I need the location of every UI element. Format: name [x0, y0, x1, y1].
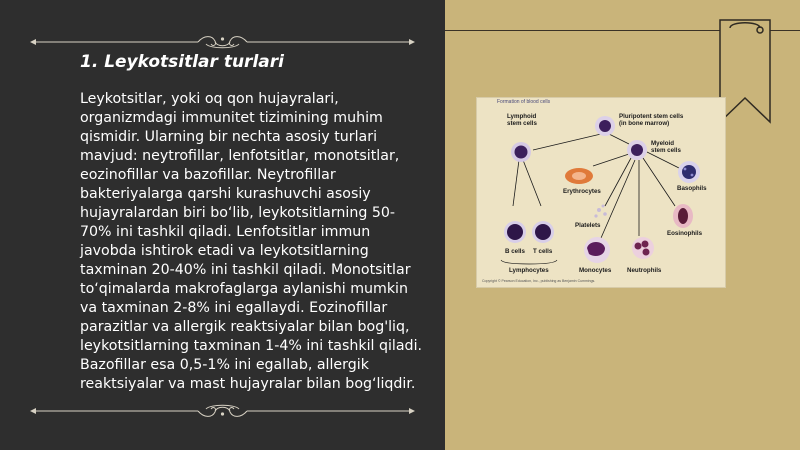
label-lymphoid-stem-cells: Lymphoid stem cells — [507, 113, 537, 127]
label-monocytes: Monocytes — [579, 267, 612, 274]
arrow-to-b-cells — [513, 160, 519, 206]
platelet-cells — [594, 205, 606, 218]
slide-title: 1. Leykotsitlar turlari — [80, 52, 284, 72]
label-lymphocytes: Lymphocytes — [509, 267, 549, 274]
label-erythrocytes: Erythrocytes — [563, 188, 601, 195]
arrow-to-monocytes — [601, 160, 635, 238]
label-platelets: Platelets — [575, 222, 601, 229]
arrow-to-lymphoid — [533, 134, 601, 150]
figure-header: Formation of blood cells — [497, 99, 551, 105]
top-ornament-divider — [30, 33, 415, 51]
lymphocytes-brace — [501, 260, 557, 264]
arrow-to-myeloid — [609, 134, 629, 144]
figure-copyright: Copyright © Pearson Education, Inc., publishing as Benjamin Cummings. — [482, 279, 596, 283]
arrow-to-t-cells — [523, 160, 541, 206]
slide-body-text: Leykotsitlar, yoki oq qon hujayralari, organizmdagi immunitet tizimining muhim qismidir. Ularning bir nechta asosiy turlari mavjud: neytrofillar, lenfotsitlar, monotsitlar, eozinofillar va bazofillar. Neytrofillar bakteriyalarga qarshi kurashuvchi asosiy hujayralardan biri bo‘lib, leykotsitlarning 50-70% ini tashkil qiladi. Lenfotsitlar immun javobda ishtirok etadi va leykotsitlarning taxminan 20-40% ini tashkil qiladi. Monotsitlar to‘qimalarda makrofaglarga aylanishi mumkin va taxminan 2-8% ini egallaydi. Eozinofillar parazitlar va allergik reaktsiyalar bilan bog'liq, leykotsitlarning taxminan 1-4% ini tashkil qiladi. Bazofillar esa 0,5-1% ini egallab, allergik reaktsiyalar va mast hujayralar bilan bog‘liqdir. — [80, 91, 423, 392]
label-t-cells: T cells — [533, 248, 553, 255]
label-eosinophils: Eosinophils — [667, 230, 703, 237]
label-myeloid-stem-cells: Myeloid stem cells — [651, 140, 681, 154]
label-basophils: Basophils — [677, 185, 707, 192]
arrow-to-basophils — [647, 152, 679, 168]
bottom-ornament-divider — [30, 402, 415, 420]
label-pluripotent-stem-cells: Pluripotent stem cells (in bone marrow) — [619, 113, 684, 127]
arrow-to-eosinophils — [643, 158, 675, 206]
label-neutrophils: Neutrophils — [627, 267, 662, 274]
arrow-to-erythrocytes — [593, 154, 629, 166]
label-b-cells: B cells — [505, 248, 525, 255]
blood-cell-formation-figure — [476, 97, 726, 288]
